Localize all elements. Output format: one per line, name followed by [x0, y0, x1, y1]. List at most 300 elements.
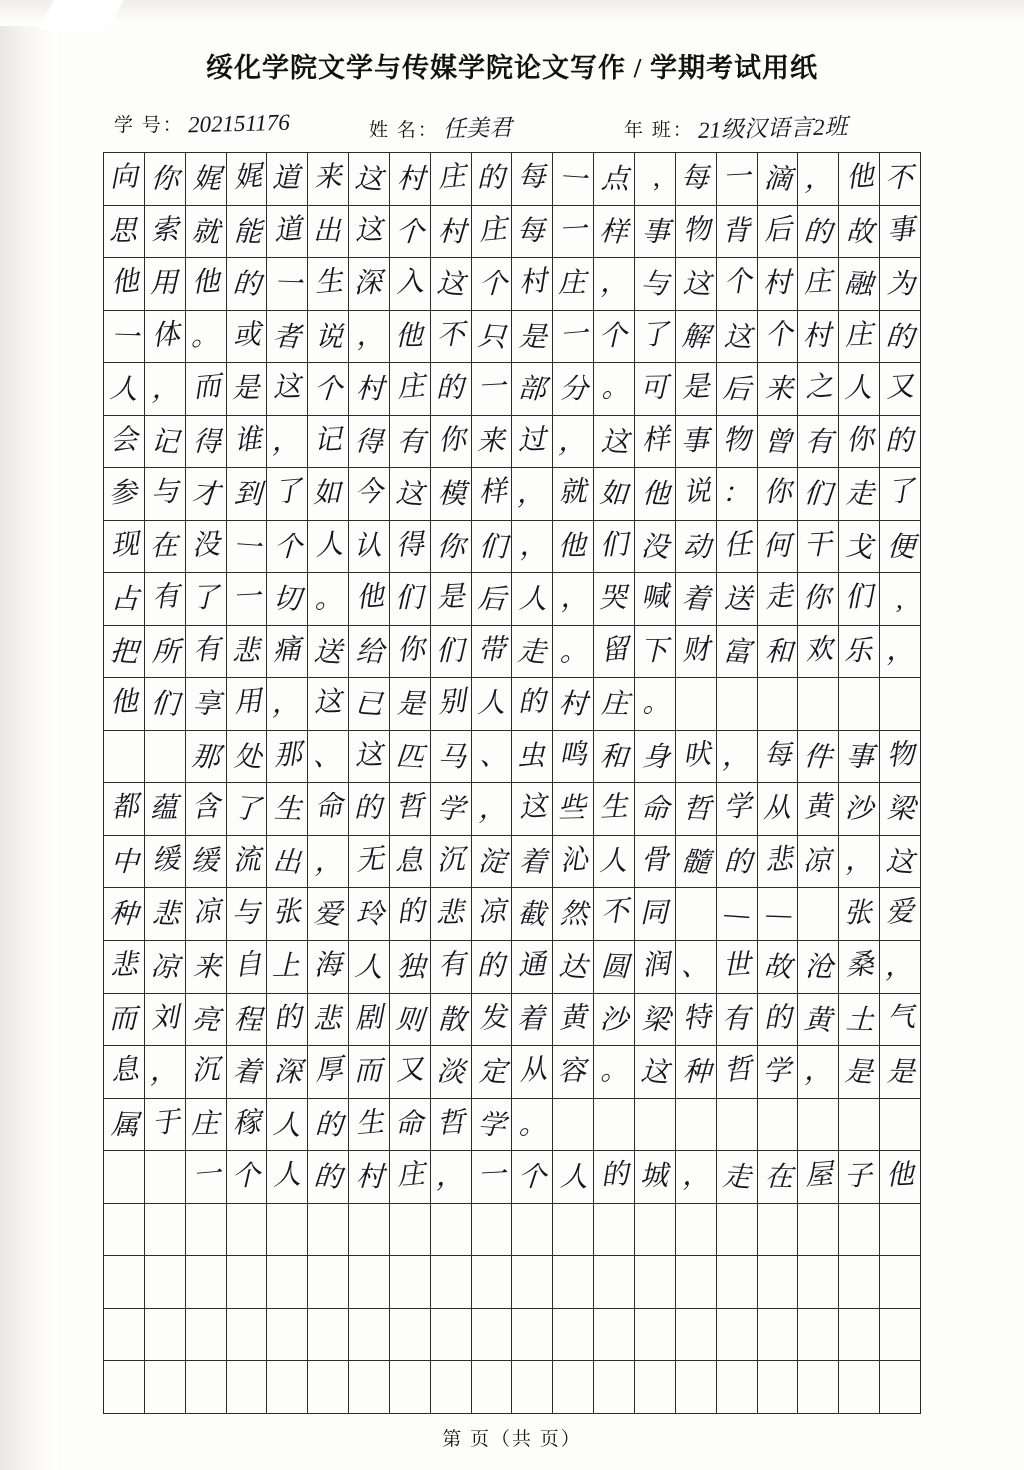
- manuscript-char: 们: [435, 635, 464, 667]
- manuscript-char: 这: [884, 845, 916, 879]
- manuscript-char: 个: [762, 318, 794, 352]
- manuscript-char: 沉: [435, 843, 466, 877]
- manuscript-char: 样: [477, 475, 508, 510]
- manuscript-cell: [471, 1098, 512, 1151]
- manuscript-char: 你: [435, 530, 466, 564]
- manuscript-cell: [839, 993, 880, 1046]
- manuscript-cell: [308, 888, 349, 941]
- manuscript-char: 有: [721, 1003, 750, 1035]
- manuscript-cell: [308, 1361, 349, 1414]
- manuscript-char: 这: [394, 478, 425, 511]
- manuscript-cell: [594, 1308, 635, 1361]
- manuscript-cell: [675, 888, 716, 941]
- manuscript-char: 这: [272, 371, 303, 404]
- manuscript-cell: [675, 1098, 716, 1151]
- manuscript-cell: [757, 1203, 798, 1256]
- manuscript-cell: [430, 1098, 471, 1151]
- manuscript-cell: [798, 940, 839, 993]
- manuscript-cell: [798, 678, 839, 731]
- manuscript-cell: [104, 1203, 145, 1256]
- manuscript-char: 虫: [517, 740, 546, 772]
- manuscript-char: 润: [640, 948, 672, 982]
- manuscript-char: 哭: [598, 582, 628, 615]
- manuscript-char: 来: [476, 425, 505, 457]
- manuscript-char: 者: [272, 320, 303, 354]
- manuscript-cell: [185, 1203, 226, 1256]
- manuscript-cell: [471, 625, 512, 678]
- manuscript-char: 没: [190, 528, 221, 562]
- manuscript-cell: [144, 940, 185, 993]
- manuscript-cell: [553, 1151, 594, 1204]
- manuscript-row: [104, 1151, 921, 1204]
- manuscript-row: [104, 625, 921, 678]
- manuscript-cell: [104, 205, 145, 258]
- manuscript-cell: [553, 940, 594, 993]
- manuscript-char: 圆: [600, 951, 630, 984]
- manuscript-char: ，: [803, 1054, 833, 1087]
- manuscript-cell: [839, 520, 880, 573]
- manuscript-char: 身: [641, 741, 671, 774]
- manuscript-cell: [553, 730, 594, 783]
- manuscript-cell: [716, 310, 757, 363]
- student-class-field: [624, 110, 847, 143]
- manuscript-cell: [880, 730, 921, 783]
- manuscript-cell: [308, 415, 349, 468]
- manuscript-cell: [104, 940, 145, 993]
- manuscript-cell: [716, 783, 757, 836]
- manuscript-cell: [104, 1361, 145, 1414]
- manuscript-char: ，: [314, 846, 344, 879]
- manuscript-cell: [839, 1203, 880, 1256]
- manuscript-char: 走: [517, 635, 548, 669]
- manuscript-char: 们: [844, 581, 874, 614]
- manuscript-cell: [430, 1308, 471, 1361]
- manuscript-cell: [594, 415, 635, 468]
- manuscript-cell: [675, 1046, 716, 1099]
- manuscript-cell: [634, 468, 675, 521]
- manuscript-cell: [716, 993, 757, 1046]
- manuscript-char: ，: [517, 477, 546, 510]
- manuscript-cell: [471, 993, 512, 1046]
- manuscript-cell: [144, 1098, 185, 1151]
- manuscript-char: 如: [598, 478, 630, 511]
- manuscript-cell: [144, 730, 185, 783]
- manuscript-cell: [839, 940, 880, 993]
- manuscript-cell: [104, 258, 145, 311]
- manuscript-cell: [308, 1046, 349, 1099]
- manuscript-char: 与: [639, 267, 670, 301]
- manuscript-char: 物: [721, 423, 752, 457]
- manuscript-cell: [144, 310, 185, 363]
- manuscript-cell: [389, 1151, 430, 1204]
- manuscript-cell: [634, 310, 675, 363]
- manuscript-cell: [267, 730, 308, 783]
- manuscript-cell: [349, 415, 390, 468]
- manuscript-cell: [267, 310, 308, 363]
- manuscript-char: 深: [353, 267, 383, 300]
- manuscript-char: 物: [885, 738, 917, 772]
- manuscript-char: 流: [231, 843, 262, 877]
- manuscript-cell: [839, 415, 880, 468]
- manuscript-cell: [349, 940, 390, 993]
- manuscript-cell: [880, 1256, 921, 1309]
- manuscript-char: 在: [149, 530, 179, 562]
- manuscript-char: 截: [517, 898, 548, 932]
- manuscript-cell: [226, 573, 267, 626]
- manuscript-char: 村: [517, 265, 549, 299]
- manuscript-cell: [594, 1098, 635, 1151]
- manuscript-cell: [757, 153, 798, 206]
- manuscript-cell: [430, 573, 471, 626]
- manuscript-char: 他: [190, 266, 221, 299]
- manuscript-cell: [104, 520, 145, 573]
- manuscript-char: 了: [885, 475, 917, 510]
- manuscript-char: 的: [599, 1158, 631, 1192]
- manuscript-cell: [675, 783, 716, 836]
- manuscript-char: 特: [681, 1001, 712, 1035]
- manuscript-char: ，: [844, 843, 874, 877]
- manuscript-char: 所: [151, 636, 181, 669]
- manuscript-cell: [839, 468, 880, 521]
- manuscript-cell: [880, 258, 921, 311]
- manuscript-char: 样: [640, 423, 672, 457]
- manuscript-char: 们: [149, 688, 180, 722]
- manuscript-char: 享: [192, 688, 222, 721]
- manuscript-char: 思: [108, 215, 138, 247]
- manuscript-row: [104, 363, 921, 416]
- manuscript-cell: [349, 363, 390, 416]
- manuscript-cell: [594, 1203, 635, 1256]
- manuscript-char: 背: [721, 215, 750, 247]
- manuscript-char: 沙: [844, 793, 875, 827]
- manuscript-cell: [308, 1203, 349, 1256]
- manuscript-char: 只: [476, 320, 507, 354]
- manuscript-char: 庄: [844, 318, 874, 352]
- manuscript-cell: [594, 153, 635, 206]
- page-title: 绥化学院文学与传媒学院论文写作 / 学期考试用纸: [205, 53, 818, 83]
- manuscript-cell: [471, 520, 512, 573]
- manuscript-char: ，: [558, 580, 590, 615]
- manuscript-char: 沁: [558, 843, 590, 877]
- manuscript-char: 你: [844, 423, 876, 457]
- manuscript-cell: [512, 1256, 553, 1309]
- manuscript-cell: [226, 310, 267, 363]
- manuscript-cell: [594, 783, 635, 836]
- manuscript-char: 村: [396, 163, 426, 196]
- manuscript-char: 痛: [272, 633, 303, 667]
- manuscript-char: 个: [394, 215, 425, 249]
- manuscript-cell: [553, 258, 594, 311]
- manuscript-char: 独: [396, 951, 426, 984]
- manuscript-cell: [512, 310, 553, 363]
- manuscript-cell: [594, 888, 635, 941]
- manuscript-cell: [389, 520, 430, 573]
- manuscript-cell: [226, 1098, 267, 1151]
- manuscript-cell: [144, 888, 185, 941]
- manuscript-char: 村: [802, 320, 832, 352]
- manuscript-char: 得: [394, 528, 425, 562]
- manuscript-char: 他: [844, 160, 876, 194]
- manuscript-cell: [349, 993, 390, 1046]
- manuscript-char: 说: [314, 320, 344, 353]
- manuscript-cell: [349, 520, 390, 573]
- manuscript-char: 每: [517, 161, 548, 194]
- manuscript-char: 世: [721, 949, 752, 982]
- manuscript-cell: [798, 153, 839, 206]
- manuscript-cell: [757, 1151, 798, 1204]
- manuscript-cell: [634, 678, 675, 731]
- manuscript-char: 深: [273, 1056, 303, 1089]
- manuscript-cell: [430, 205, 471, 258]
- manuscript-cell: [594, 1361, 635, 1414]
- manuscript-row: [104, 1361, 921, 1414]
- manuscript-cell: [104, 573, 145, 626]
- manuscript-char: 出: [312, 215, 342, 247]
- manuscript-row: [104, 730, 921, 783]
- manuscript-cell: [430, 1151, 471, 1204]
- manuscript-char: 已: [353, 688, 384, 722]
- manuscript-char: 有: [150, 580, 181, 615]
- manuscript-cell: [226, 520, 267, 573]
- manuscript-char: 凉: [191, 895, 222, 930]
- manuscript-cell: [880, 1361, 921, 1414]
- manuscript-cell: [716, 1203, 757, 1256]
- manuscript-row: [104, 310, 921, 363]
- manuscript-char: 可: [639, 372, 669, 405]
- manuscript-char: 就: [558, 476, 588, 509]
- manuscript-cell: [226, 363, 267, 416]
- manuscript-cell: [226, 1151, 267, 1204]
- manuscript-cell: [675, 835, 716, 888]
- manuscript-char: 又: [885, 371, 915, 404]
- manuscript-cell: [267, 1308, 308, 1361]
- manuscript-char: 走: [721, 1160, 752, 1194]
- manuscript-cell: [553, 415, 594, 468]
- manuscript-cell: [430, 993, 471, 1046]
- manuscript-cell: [757, 993, 798, 1046]
- manuscript-char: 人: [559, 1161, 589, 1194]
- manuscript-char: 亮: [190, 1003, 221, 1037]
- manuscript-cell: [471, 783, 512, 836]
- manuscript-char: 骨: [640, 843, 670, 877]
- manuscript-cell: [471, 1046, 512, 1099]
- manuscript-char: 个: [273, 531, 303, 563]
- manuscript-char: 着: [231, 1055, 262, 1089]
- manuscript-char: 何: [762, 530, 791, 562]
- manuscript-char: 事: [641, 215, 671, 248]
- manuscript-cell: [308, 993, 349, 1046]
- manuscript-cell: [798, 205, 839, 258]
- manuscript-cell: [839, 1046, 880, 1099]
- manuscript-char: ，: [804, 163, 834, 196]
- manuscript-char: 梁: [641, 1003, 671, 1036]
- manuscript-cell: [675, 468, 716, 521]
- manuscript-cell: [430, 783, 471, 836]
- manuscript-cell: [553, 783, 594, 836]
- manuscript-char: 他: [641, 478, 671, 511]
- manuscript-cell: [798, 730, 839, 783]
- manuscript-char: 一: [558, 318, 590, 352]
- manuscript-cell: [226, 940, 267, 993]
- manuscript-char: 来: [313, 161, 343, 194]
- manuscript-char: 娓: [192, 163, 222, 196]
- manuscript-char: 的: [803, 215, 834, 249]
- manuscript-cell: [798, 1203, 839, 1256]
- manuscript-cell: [389, 940, 430, 993]
- manuscript-cell: [634, 783, 675, 836]
- manuscript-cell: [757, 730, 798, 783]
- manuscript-char: 是: [518, 320, 548, 353]
- manuscript-char: 入: [394, 266, 425, 299]
- manuscript-char: ，: [558, 425, 589, 459]
- manuscript-cell: [349, 153, 390, 206]
- manuscript-cell: [880, 1046, 921, 1099]
- manuscript-row: [104, 1256, 921, 1309]
- manuscript-cell: [594, 940, 635, 993]
- manuscript-char: 吠: [681, 738, 712, 772]
- manuscript-cell: [471, 1256, 512, 1309]
- manuscript-cell: [144, 573, 185, 626]
- student-name-label: 姓 名：: [369, 120, 439, 141]
- manuscript-cell: [267, 1046, 308, 1099]
- manuscript-cell: [267, 1203, 308, 1256]
- manuscript-cell: [880, 363, 921, 416]
- manuscript-char: —: [723, 898, 751, 932]
- manuscript-cell: [675, 258, 716, 311]
- manuscript-cell: [798, 783, 839, 836]
- manuscript-char: —: [765, 898, 792, 931]
- manuscript-cell: [512, 415, 553, 468]
- manuscript-char: 送: [313, 635, 344, 669]
- manuscript-char: 张: [272, 896, 303, 929]
- manuscript-char: 种: [682, 1056, 712, 1089]
- manuscript-cell: [675, 310, 716, 363]
- manuscript-cell: [757, 310, 798, 363]
- manuscript-row: [104, 520, 921, 573]
- manuscript-char: 哲: [722, 1053, 753, 1087]
- manuscript-cell: [185, 468, 226, 521]
- manuscript-cell: [185, 205, 226, 258]
- manuscript-cell: [594, 310, 635, 363]
- manuscript-cell: [226, 1203, 267, 1256]
- manuscript-char: 个: [231, 1160, 260, 1193]
- manuscript-row: [104, 415, 921, 468]
- manuscript-cell: [471, 940, 512, 993]
- manuscript-cell: [471, 1151, 512, 1204]
- manuscript-char: 散: [437, 1003, 467, 1036]
- manuscript-char: 一: [191, 1158, 222, 1192]
- manuscript-cell: [349, 1203, 390, 1256]
- manuscript-cell: [267, 1151, 308, 1204]
- manuscript-cell: [880, 205, 921, 258]
- manuscript-cell: [594, 835, 635, 888]
- manuscript-cell: [267, 940, 308, 993]
- manuscript-cell: [716, 888, 757, 941]
- manuscript-char: 上: [272, 950, 301, 982]
- manuscript-char: 城: [639, 1160, 669, 1193]
- manuscript-cell: [349, 1098, 390, 1151]
- manuscript-cell: [839, 625, 880, 678]
- manuscript-cell: [430, 1361, 471, 1414]
- manuscript-cell: [308, 940, 349, 993]
- manuscript-cell: [757, 888, 798, 941]
- manuscript-char: 悲: [151, 898, 181, 931]
- manuscript-char: 之: [803, 370, 835, 404]
- manuscript-char: 这: [313, 686, 343, 719]
- manuscript-cell: [553, 1203, 594, 1256]
- manuscript-cell: [553, 205, 594, 258]
- manuscript-cell: [512, 468, 553, 521]
- manuscript-char: 们: [394, 582, 424, 615]
- manuscript-row: [104, 835, 921, 888]
- manuscript-cell: [553, 1308, 594, 1361]
- manuscript-cell: [594, 993, 635, 1046]
- manuscript-cell: [798, 415, 839, 468]
- manuscript-cell: [880, 153, 921, 206]
- manuscript-char: 解: [680, 320, 711, 354]
- manuscript-char: 生: [273, 793, 303, 826]
- manuscript-char: 说: [681, 475, 712, 510]
- manuscript-cell: [594, 468, 635, 521]
- manuscript-cell: [512, 520, 553, 573]
- manuscript-char: 土: [845, 1003, 875, 1036]
- manuscript-cell: [798, 258, 839, 311]
- manuscript-char: 剧: [354, 1001, 384, 1034]
- manuscript-cell: [104, 835, 145, 888]
- manuscript-char: 们: [599, 528, 629, 562]
- manuscript-char: 的: [231, 267, 262, 301]
- manuscript-cell: [675, 153, 716, 206]
- manuscript-char: 不: [599, 895, 631, 930]
- manuscript-char: 程: [232, 1003, 262, 1036]
- manuscript-char: 他: [394, 320, 424, 352]
- manuscript-cell: [634, 1203, 675, 1256]
- manuscript-cell: [512, 678, 553, 731]
- manuscript-cell: [675, 730, 716, 783]
- manuscript-cell: [675, 1151, 716, 1204]
- manuscript-cell: [716, 258, 757, 311]
- manuscript-cell: [226, 730, 267, 783]
- manuscript-char: 记: [313, 423, 343, 457]
- manuscript-cell: [634, 993, 675, 1046]
- manuscript-cell: [757, 468, 798, 521]
- manuscript-row: [104, 678, 921, 731]
- manuscript-cell: [757, 940, 798, 993]
- manuscript-cell: [675, 1361, 716, 1414]
- manuscript-char: 发: [477, 1001, 508, 1035]
- manuscript-cell: [798, 520, 839, 573]
- manuscript-char: 不: [884, 162, 914, 195]
- student-class-value: 21级汉语言2班: [697, 114, 848, 143]
- manuscript-cell: [104, 1046, 145, 1099]
- manuscript-cell: [144, 1361, 185, 1414]
- manuscript-char: 息: [109, 1053, 141, 1087]
- manuscript-cell: [798, 363, 839, 416]
- manuscript-cell: [226, 1308, 267, 1361]
- manuscript-cell: [594, 1151, 635, 1204]
- manuscript-char: 后: [476, 583, 507, 616]
- manuscript-char: 黄: [803, 1003, 834, 1037]
- manuscript-cell: [553, 1046, 594, 1099]
- manuscript-char: 。: [190, 320, 219, 352]
- manuscript-char: 同: [639, 897, 669, 930]
- manuscript-cell: [512, 888, 553, 941]
- manuscript-cell: [880, 573, 921, 626]
- manuscript-cell: [634, 835, 675, 888]
- manuscript-char: 沉: [190, 1054, 221, 1087]
- manuscript-char: 一: [273, 268, 303, 301]
- manuscript-char: 事: [845, 741, 875, 774]
